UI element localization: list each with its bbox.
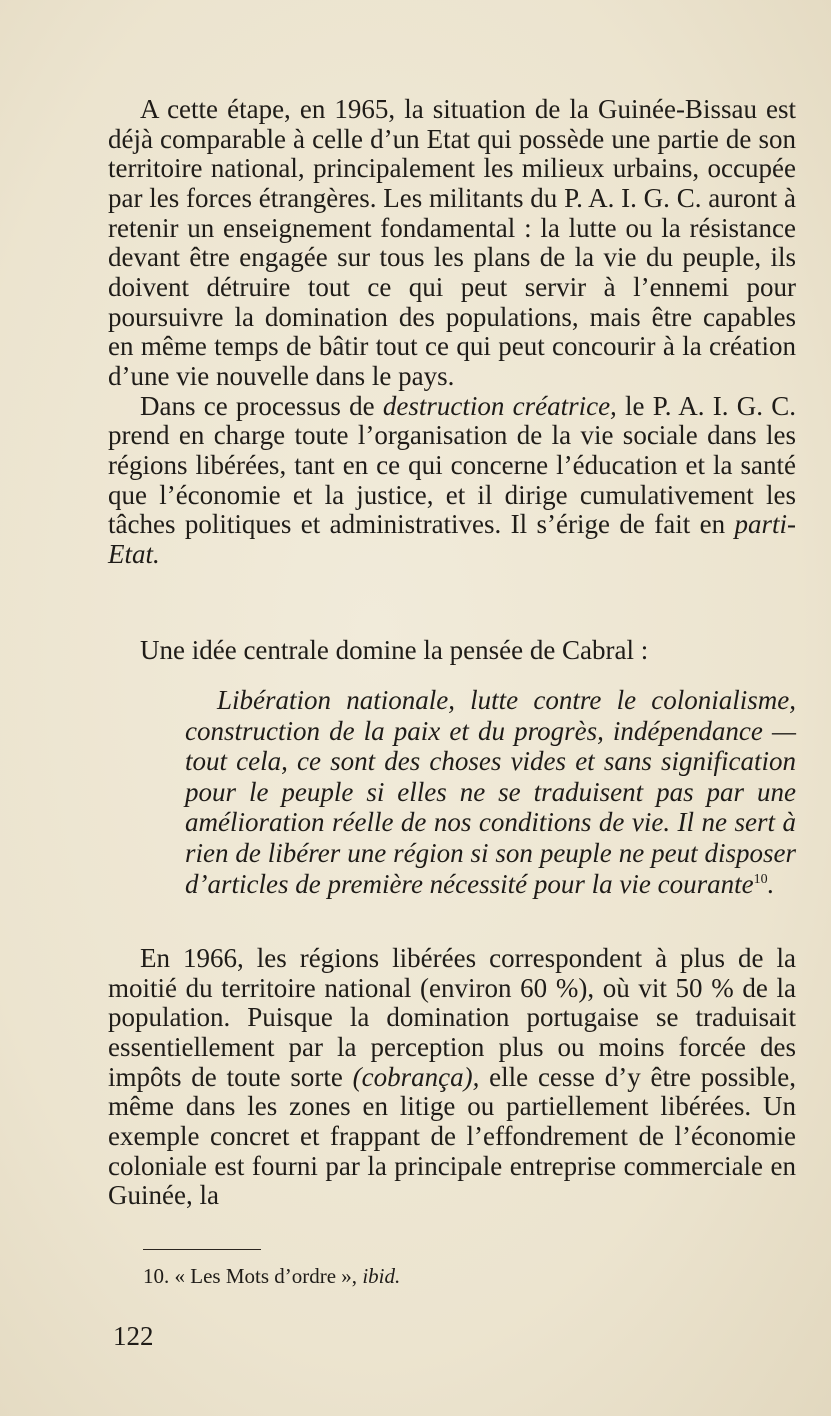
- paragraph-1: [108, 95, 796, 570]
- paragraph-2: Dans ce processus de destruction créatrice, le P. A. I. G. C. prend en charge toute l’organisation de la vie sociale dans les régions libérées, tant en ce qui concerne l’éducation et la santé que l’économie et la justice, et il dirige cumulativement les tâches politiques et administratives. Il s’érige de fait en parti-Etat.: [108, 390, 796, 569]
- emphasis-parti-etat: parti-Etat.: [108, 509, 796, 569]
- footnote-text: « Les Mots d’ordre »,: [174, 1264, 363, 1288]
- paragraph-3: [108, 636, 796, 666]
- footnote: [143, 1263, 400, 1289]
- paragraph-4: En 1966, les régions libérées correspondent à plus de la moitié du territoire national (environ 60 %), où vit 50 % de la population. Puisque la domination portugaise se traduisait essentiellement par la perception plus ou moins forcée des impôts de toute sorte (cobrança), elle cesse d’y être possible, même dans les zones en litige ou partiellement libérées. Un exemple concret et frappant de l’effondrement de l’économie coloniale est fourni par la principale entreprise commerciale en Guinée, la: [108, 943, 796, 1211]
- page-number: 122: [113, 1321, 154, 1351]
- emphasis-cobranca: (cobrança),: [352, 1061, 480, 1092]
- footnote-number: 10.: [143, 1264, 170, 1288]
- emphasis-destruction-creatrice: destruction créatrice,: [382, 390, 617, 421]
- footnote-source: ibid.: [362, 1264, 401, 1288]
- paragraph-1-text: A cette étape, en 1965, la situation de la Guinée-Bissau est déjà comparable à celle d’un Etat qui possède une partie de son territoire national, principalement les milieux urbains, occupée par les forces étrangères. Les militants du P. A. I. G. C. auront à retenir un enseignement fondamental : la lutte ou la résistance devant être engagée sur tous les plans de la vie du peuple, ils doivent détruire tout ce qui peut servir à l’ennemi pour poursuivre la domination des populations, mais être capables en même temps de bâtir tout ce qui peut concourir à la création d’une vie nouvelle dans le pays.: [108, 94, 796, 391]
- footnote-divider: [143, 1249, 261, 1250]
- block-quote: Libération nationale, lutte contre le colonialisme, construction de la paix et du progrès, indépendance — tout cela, ce sont des choses vides et sans signification pour le peuple si elles ne se traduisent pas par une amélioration réelle de nos conditions de vie. Il ne sert à rien de libérer une région si son peuple ne peut disposer d’articles de première nécessité pour la vie courante$^{10}$.: [185, 685, 796, 899]
- paragraph-3-text: Une idée centrale domine la pensée de Cabral :: [140, 635, 649, 665]
- footnote-reference: 10: [753, 871, 768, 887]
- quote-text: Libération nationale, lutte contre le colonialisme, construction de la paix et du progrès, indépendance — tout cela, ce sont des choses vides et sans signification pour le peuple si elles ne se traduisent pas par une amélioration réelle de nos conditions de vie. Il ne sert à rien de libérer une région si son peuple ne peut disposer d’articles de première nécessité pour la vie courante: [185, 685, 796, 899]
